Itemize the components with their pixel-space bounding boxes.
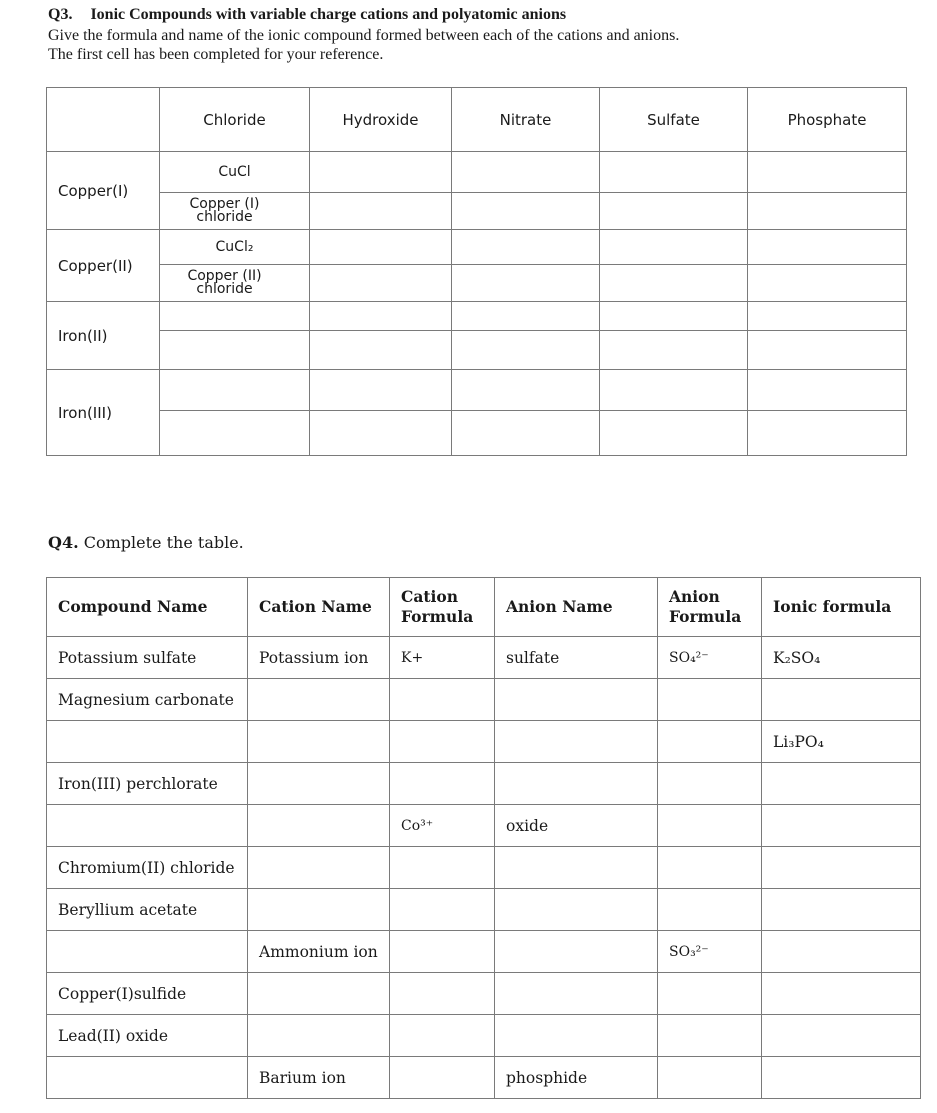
q3-answer-cell[interactable]	[310, 370, 452, 411]
anion-formula-cell[interactable]	[658, 973, 762, 1015]
q3-answer-cell[interactable]	[748, 302, 907, 331]
cation-name-cell[interactable]	[248, 721, 390, 763]
q3-title: Ionic Compounds with variable charge cations and polyatomic anions	[90, 6, 567, 23]
compound-name-cell: Beryllium acetate	[47, 889, 248, 931]
anion-name-cell[interactable]	[495, 847, 658, 889]
ionic-formula-cell[interactable]	[762, 763, 921, 805]
compound-name-cell: Potassium sulfate	[47, 637, 248, 679]
anion-name-cell[interactable]	[495, 1015, 658, 1057]
q3-answer-cell[interactable]	[452, 265, 600, 302]
compound-name-cell: Chromium(II) chloride	[47, 847, 248, 889]
table-row	[47, 637, 921, 679]
q3-answer-cell[interactable]	[160, 302, 310, 331]
compound-name-cell[interactable]	[47, 931, 248, 973]
q3-row	[47, 193, 907, 230]
q3-answer-cell[interactable]	[748, 411, 907, 456]
q3-answer-cell[interactable]	[310, 265, 452, 302]
q3-row	[47, 230, 907, 265]
q3-answer-cell[interactable]	[452, 370, 600, 411]
anion-formula-cell: SO₃²⁻	[658, 931, 762, 973]
q4-instruction: Complete the table.	[83, 533, 244, 552]
cation-formula-cell: K+	[390, 637, 495, 679]
q3-answer-cell[interactable]	[310, 230, 452, 265]
q3-note: The first cell has been completed for your reference.	[48, 46, 384, 63]
q3-answer-cell[interactable]	[748, 370, 907, 411]
cation-formula-cell[interactable]	[390, 931, 495, 973]
anion-formula-cell[interactable]	[658, 805, 762, 847]
compound-name-cell: Lead(II) oxide	[47, 1015, 248, 1057]
q3-answer-cell[interactable]	[600, 370, 748, 411]
q3-answer-cell[interactable]	[160, 370, 310, 411]
compound-name-cell[interactable]	[47, 1057, 248, 1099]
anion-formula-cell: SO₄²⁻	[658, 637, 762, 679]
q3-answer-cell[interactable]	[452, 331, 600, 370]
q3-answer-cell[interactable]	[600, 302, 748, 331]
ionic-formula-cell[interactable]	[762, 847, 921, 889]
q3-col-header: Chloride	[160, 88, 310, 152]
q3-corner-cell	[47, 88, 160, 152]
cation-name-cell[interactable]	[248, 1015, 390, 1057]
anion-name-cell[interactable]	[495, 889, 658, 931]
q3-row-label: Copper(II)	[47, 230, 160, 302]
ionic-formula-cell[interactable]	[762, 679, 921, 721]
q3-answer-cell[interactable]	[310, 302, 452, 331]
cation-formula-cell[interactable]	[390, 889, 495, 931]
cation-formula-cell[interactable]	[390, 721, 495, 763]
q3-answer-cell[interactable]	[600, 331, 748, 370]
q3-answer-cell[interactable]	[452, 152, 600, 193]
q3-answer-cell[interactable]	[748, 265, 907, 302]
q4-col-header: Anion Formula	[658, 578, 762, 637]
q3-answer-cell[interactable]	[452, 302, 600, 331]
q3-answer-cell[interactable]	[748, 230, 907, 265]
anion-formula-cell[interactable]	[658, 721, 762, 763]
cation-name-cell[interactable]	[248, 679, 390, 721]
cation-formula-cell[interactable]	[390, 1015, 495, 1057]
anion-name-cell[interactable]	[495, 679, 658, 721]
table-row	[47, 1015, 921, 1057]
ionic-formula-cell: Li₃PO₄	[762, 721, 921, 763]
ionic-formula-cell[interactable]	[762, 973, 921, 1015]
q3-row	[47, 265, 907, 302]
q3-answer-cell[interactable]	[452, 230, 600, 265]
q3-row-label: Copper(I)	[47, 152, 160, 230]
q4-number: Q4.	[48, 533, 79, 552]
cation-name-cell[interactable]	[248, 973, 390, 1015]
anion-name-cell[interactable]	[495, 763, 658, 805]
q3-row	[47, 411, 907, 456]
q3-answer-cell[interactable]	[600, 193, 748, 230]
cation-formula-cell[interactable]	[390, 1057, 495, 1099]
q3-answer-cell[interactable]	[748, 331, 907, 370]
table-row	[47, 973, 921, 1015]
cation-name-cell: Potassium ion	[248, 637, 390, 679]
compound-name-cell: Copper(I)sulfide	[47, 973, 248, 1015]
q3-row-label: Iron(III)	[47, 370, 160, 456]
q3-row-label: Iron(II)	[47, 302, 160, 370]
cation-formula-cell[interactable]	[390, 763, 495, 805]
ionic-formula-cell[interactable]	[762, 931, 921, 973]
q4-col-header: Ionic formula	[762, 578, 921, 637]
q3-answer-cell[interactable]	[310, 411, 452, 456]
q3-answer-cell[interactable]	[310, 331, 452, 370]
q4-col-header: Cation Name	[248, 578, 390, 637]
anion-name-cell: sulfate	[495, 637, 658, 679]
ionic-formula-cell[interactable]	[762, 1015, 921, 1057]
compound-name-cell: Magnesium carbonate	[47, 679, 248, 721]
q3-answer-cell[interactable]	[452, 193, 600, 230]
cation-name-cell: Ammonium ion	[248, 931, 390, 973]
table-row	[47, 721, 921, 763]
anion-formula-cell[interactable]	[658, 889, 762, 931]
cation-name-cell[interactable]	[248, 805, 390, 847]
anion-name-cell[interactable]	[495, 721, 658, 763]
q3-row	[47, 331, 907, 370]
ionic-formula-cell[interactable]	[762, 805, 921, 847]
q3-col-header: Nitrate	[452, 88, 600, 152]
q3-answer-cell[interactable]	[310, 152, 452, 193]
table-row	[47, 763, 921, 805]
compound-name-cell: Iron(III) perchlorate	[47, 763, 248, 805]
cation-formula-cell: Co³⁺	[390, 805, 495, 847]
q3-answer-cell[interactable]	[452, 411, 600, 456]
q3-answer-formula: CuCl₂	[160, 230, 310, 265]
q3-instructions: Give the formula and name of the ionic compound formed between each of the cations and anions.	[48, 27, 680, 44]
table-row	[47, 889, 921, 931]
ionic-formula-cell: K₂SO₄	[762, 637, 921, 679]
table-row	[47, 679, 921, 721]
table-row	[47, 805, 921, 847]
ionic-formula-cell[interactable]	[762, 1057, 921, 1099]
cation-name-cell[interactable]	[248, 889, 390, 931]
q3-answer-cell[interactable]	[748, 152, 907, 193]
anion-formula-cell[interactable]	[658, 1015, 762, 1057]
q3-col-header: Hydroxide	[310, 88, 452, 152]
q3-number: Q3.	[48, 6, 73, 23]
cation-name-cell[interactable]	[248, 847, 390, 889]
q3-answer-formula: CuCl	[160, 152, 310, 193]
q4-heading	[48, 533, 244, 552]
q4-col-header: Anion Name	[495, 578, 658, 637]
table-row	[47, 847, 921, 889]
q3-answer-cell[interactable]	[310, 193, 452, 230]
anion-formula-cell[interactable]	[658, 679, 762, 721]
anion-name-cell: phosphide	[495, 1057, 658, 1099]
compound-name-cell[interactable]	[47, 805, 248, 847]
table-row	[47, 1057, 921, 1099]
q3-col-header: Sulfate	[600, 88, 748, 152]
q4-table	[46, 577, 921, 1099]
q3-answer-name: Copper (I) chloride	[160, 193, 310, 230]
q3-answer-cell[interactable]	[600, 411, 748, 456]
q3-answer-cell[interactable]	[160, 331, 310, 370]
anion-formula-cell[interactable]	[658, 763, 762, 805]
cation-formula-cell[interactable]	[390, 973, 495, 1015]
q3-answer-name: Copper (II) chloride	[160, 265, 310, 302]
q3-col-header: Phosphate	[748, 88, 907, 152]
compound-name-cell[interactable]	[47, 721, 248, 763]
cation-formula-cell[interactable]	[390, 847, 495, 889]
anion-name-cell[interactable]	[495, 931, 658, 973]
q3-header-row	[47, 88, 907, 152]
cation-formula-cell[interactable]	[390, 679, 495, 721]
table-row	[47, 931, 921, 973]
anion-name-cell[interactable]	[495, 973, 658, 1015]
q3-answer-cell[interactable]	[600, 265, 748, 302]
q4-header-row	[47, 578, 921, 637]
q3-row	[47, 370, 907, 411]
q3-table	[46, 87, 907, 456]
q3-row	[47, 152, 907, 193]
q4-col-header: Cation Formula	[390, 578, 495, 637]
q3-answer-cell[interactable]	[748, 193, 907, 230]
anion-formula-cell[interactable]	[658, 1057, 762, 1099]
cation-name-cell[interactable]	[248, 763, 390, 805]
q3-heading	[48, 6, 566, 24]
cation-name-cell: Barium ion	[248, 1057, 390, 1099]
ionic-formula-cell[interactable]	[762, 889, 921, 931]
anion-formula-cell[interactable]	[658, 847, 762, 889]
q3-answer-cell[interactable]	[600, 230, 748, 265]
q3-row	[47, 302, 907, 331]
q3-answer-cell[interactable]	[160, 411, 310, 456]
q3-answer-cell[interactable]	[600, 152, 748, 193]
q4-col-header: Compound Name	[47, 578, 248, 637]
anion-name-cell: oxide	[495, 805, 658, 847]
